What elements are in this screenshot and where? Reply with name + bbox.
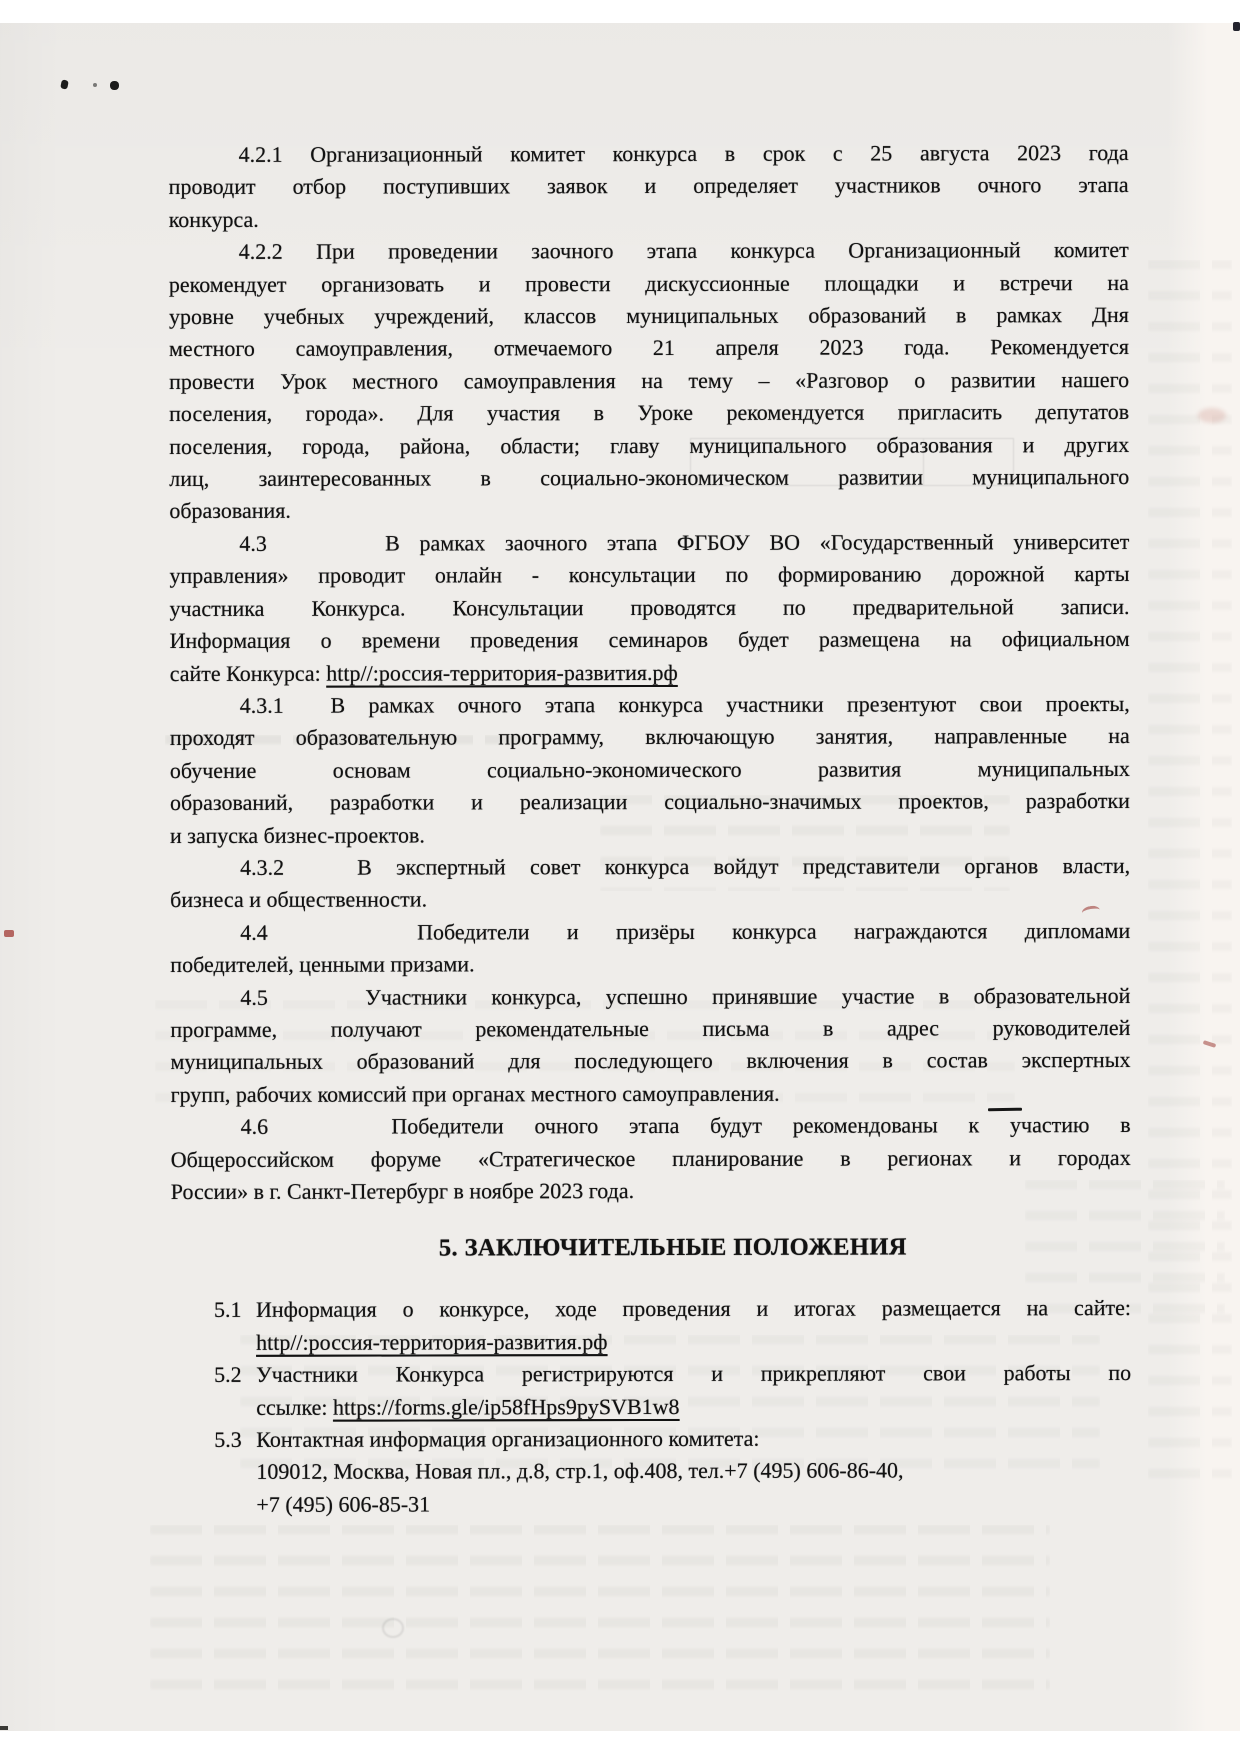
ink-speck (1233, 22, 1240, 31)
paragraph-4-6 (171, 1109, 1131, 1208)
hyperlink[interactable]: http//:россия-территория-развития.рф (256, 1328, 608, 1355)
text-line: конкурса. (168, 206, 259, 232)
text-line: 4.6 Победители очного этапа будут рекомендованы к участию в (240, 1112, 1131, 1140)
paragraph-4-3-2 (170, 850, 1130, 917)
faint-doodle (382, 1618, 404, 1638)
list-item-5-3 (171, 1422, 1131, 1521)
stray-ink-dash (988, 1108, 1022, 1112)
text-line: рекомендует организовать и провести дискуссионные площадки и встречи на (168, 269, 1129, 297)
text-line: местного самоуправления, отмечаемого 21 апреля 2023 года. Рекомендуется (168, 334, 1130, 362)
paragraph-4-3 (169, 526, 1129, 690)
text-line (170, 655, 1130, 689)
text-line: 109012, Москва, Новая пл., д.8, стр.1, оф.408, тел.+7 (495) 606-86-40, (256, 1457, 904, 1485)
text-line: образования. (169, 498, 291, 524)
text-line: победителей, ценными призами. (170, 951, 475, 978)
text-line: уровне учебных учреждений, классов муниципальных образований в рамках Дня (168, 302, 1129, 330)
section-heading: 5. ЗАКЛЮЧИТЕЛЬНЫЕ ПОЛОЖЕНИЯ (438, 1233, 907, 1262)
list-item-number: 5.1 (213, 1297, 242, 1323)
text-line: проходят образовательную программу, включающую занятия, направленные на (169, 723, 1130, 751)
ink-speck (0, 1726, 8, 1730)
paragraph-4-5 (170, 980, 1130, 1112)
list-item-body (256, 1357, 1131, 1424)
list-item-body (256, 1292, 1131, 1359)
text-line: образований, разработки и реализации социально-значимых проектов, разработки (169, 788, 1130, 816)
text-line: 4.3.1 В рамках очного этапа конкурса участники презентуют свои проекты, (239, 690, 1130, 718)
text-line: бизнеса и общественности. (170, 886, 428, 913)
text-line: муниципальных образований для последующего включения в состав экспертных (170, 1047, 1131, 1075)
list-item-5-2 (171, 1357, 1131, 1424)
paragraph-4-2-1 (169, 137, 1129, 236)
text-line: России» в г. Санкт-Петербург в ноябре 2023 года. (170, 1178, 635, 1205)
text-line: провести Урок местного самоуправления на тему – «Разговор о развитии нашего (169, 366, 1130, 394)
text-line: 4.3 В рамках заочного этапа ФГБОУ ВО «Государственный университет (239, 528, 1130, 556)
text-line (256, 1390, 1131, 1424)
text-line: поселения, города, района, области; главу муниципального образования и других (169, 431, 1130, 459)
text-line: поселения, города». Для участия в Уроке рекомендуется пригласить депутатов (169, 399, 1130, 427)
text-line: 4.3.2 В экспертный совет конкурса войдут представители органов власти, (240, 852, 1131, 880)
paragraph-4-4 (170, 915, 1130, 982)
text-line: 4.2.2 При проведении заочного этапа конкурса Организационный комитет (238, 237, 1129, 265)
text-line: Общероссийском форуме «Стратегическое планирование в регионах и городах (170, 1144, 1131, 1172)
hyperlink[interactable]: http//:россия-территория-развития.рф (326, 659, 678, 686)
link-prefix-text: сайте Конкурса: (169, 660, 327, 686)
text-line (256, 1325, 1131, 1359)
bleedthrough-artifact (150, 1525, 1050, 1711)
pink-smudge (1198, 408, 1226, 423)
text-line: участника Конкурса. Консультации проводятся по предварительной записи. (169, 593, 1130, 621)
text-line: +7 (495) 606-85-31 (256, 1491, 431, 1517)
text-line: 4.2.1 Организационный комитет конкурса в срок с 25 августа 2023 года (238, 139, 1129, 167)
text-line: лиц, заинтересованных в социально-экономическом развитии муниципального (169, 464, 1130, 492)
list-item-number: 5.2 (214, 1362, 242, 1388)
text-line: программе, получают рекомендательные письма в адрес руководителей (170, 1014, 1131, 1042)
text-line: обучение основам социально-экономического развития муниципальных (169, 755, 1130, 783)
ink-speck (93, 83, 97, 87)
text-line: Информация о времени проведения семинаров будет размещена на официальном (169, 626, 1130, 654)
list-item-number: 5.3 (214, 1426, 242, 1452)
document-text-block (169, 137, 1132, 1521)
text-line: и запуска бизнес-проектов. (169, 822, 425, 848)
text-line: управления» проводит онлайн - консультации по формированию дорожной карты (169, 561, 1130, 589)
text-line: 4.4 Победители и призёры конкурса награждаются дипломами (240, 917, 1131, 945)
text-line: проводит отбор поступивших заявок и определяет участников очного этапа (168, 172, 1129, 200)
paragraph-4-2-2 (169, 234, 1130, 528)
list-item-body (256, 1422, 1131, 1521)
text-line: 4.5 Участники конкурса, успешно принявшие участие в образовательной (240, 982, 1131, 1010)
text-line: Информация о конкурсе, ходе проведения и итогах размещается на сайте: (255, 1295, 1132, 1323)
link-prefix-text: ссылке: (256, 1394, 334, 1420)
red-pen-mark (4, 930, 14, 937)
ink-speck (110, 81, 119, 90)
paragraph-4-3-1 (170, 688, 1130, 852)
text-line: Участники Конкурса регистрируются и прикрепляют свои работы по (256, 1360, 1132, 1388)
text-line: групп, рабочих комиссий при органах местного самоуправления. (170, 1080, 780, 1107)
list-item-5-1 (171, 1292, 1131, 1359)
hyperlink[interactable]: https://forms.gle/ip58fHps9pySVB1w8 (332, 1393, 680, 1420)
text-line: Контактная информация организационного комитета: (256, 1425, 760, 1452)
final-provisions-list (171, 1292, 1131, 1521)
